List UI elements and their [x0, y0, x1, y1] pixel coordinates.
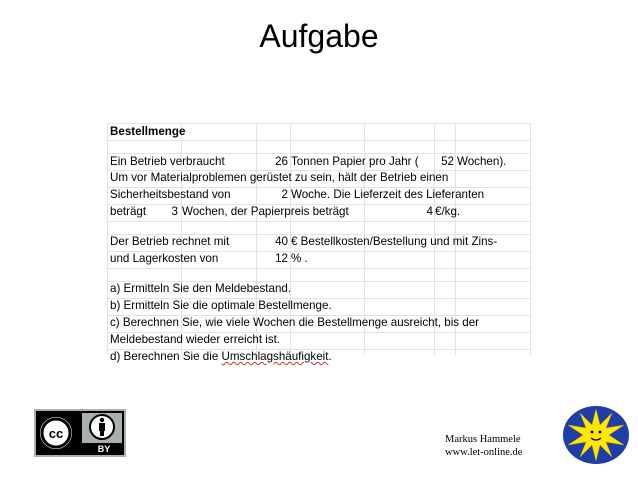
spreadsheet-image: [107, 123, 531, 363]
task-a: a) Ermitteln Sie den Meldebestand.: [110, 282, 292, 295]
line6-text: und Lagerkosten von: [110, 252, 219, 265]
line5-text-b: € Bestellkosten/Bestellung und mit Zins-: [291, 235, 498, 248]
line1-text-c: Wochen).: [457, 155, 507, 168]
author-url: www.let-online.de: [445, 447, 523, 458]
cc-by-license-icon: [34, 409, 126, 457]
line3-value: 2: [281, 188, 288, 201]
task-d-suffix: .: [328, 350, 332, 363]
line4-value-2: 4: [426, 205, 433, 218]
line6-text-b: % .: [291, 252, 308, 265]
line4-value: 3: [171, 205, 178, 218]
line1-text-b: Tonnen Papier pro Jahr (: [291, 155, 419, 168]
line4-text: beträgt: [110, 205, 147, 218]
cc-text: cc: [48, 426, 64, 441]
task-c-line2: Meldebestand wieder erreicht ist.: [110, 333, 281, 346]
line4-text-b: Wochen, der Papierpreis beträgt: [182, 205, 349, 218]
line3-text: Sicherheitsbestand von: [110, 188, 231, 201]
task-b: b) Ermitteln Sie die optimale Bestellmenge.: [110, 299, 332, 312]
slide-title: Aufgabe: [259, 18, 379, 54]
line1-value-2: 52: [441, 155, 454, 168]
task-d-word: Umschlagshäufigkeit: [221, 350, 329, 363]
line5-text: Der Betrieb rechnet mit: [110, 235, 230, 248]
author-name: Markus Hammele: [445, 434, 521, 445]
sheet-heading: Bestellmenge: [110, 125, 186, 138]
line4-text-c: €/kg.: [435, 205, 461, 218]
line6-value: 12: [275, 252, 288, 265]
task-d: [110, 350, 332, 364]
line2-text: Um vor Materialproblemen gerüstet zu sein, hält der Betrieb einen: [110, 171, 449, 184]
task-d-prefix: d) Berechnen Sie die: [110, 350, 222, 363]
line1-value: 26: [275, 155, 288, 168]
line5-value: 40: [275, 235, 288, 248]
task-c-line1: c) Berechnen Sie, wie viele Wochen die Bestellmenge ausreicht, bis der: [110, 316, 480, 329]
sun-logo-icon: [562, 405, 630, 465]
line3-text-b: Woche. Die Lieferzeit des Lieferanten: [291, 188, 485, 201]
author-info: [445, 433, 522, 459]
by-text: BY: [97, 444, 111, 454]
line1-text: Ein Betrieb verbraucht: [110, 155, 225, 168]
